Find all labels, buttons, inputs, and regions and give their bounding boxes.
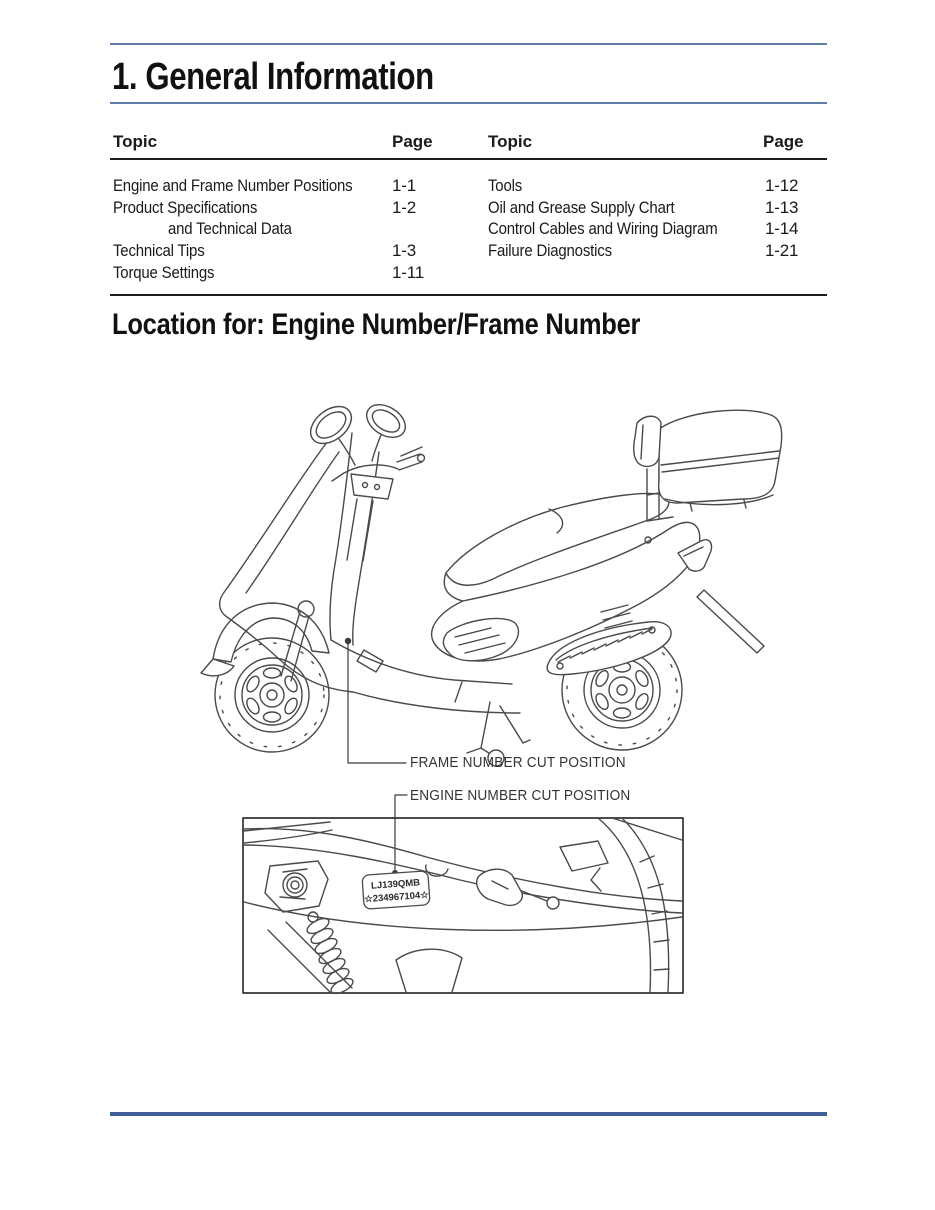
toc-topic: Torque Settings [113,262,215,282]
toc-page: 1-12 [765,176,799,195]
toc-topic: Oil and Grease Supply Chart [488,197,675,217]
toc-topic: Technical Tips [113,241,205,261]
toc-topic: Failure Diagnostics [488,241,612,261]
toc-page: 1-13 [765,197,799,217]
toc-topic: Product Specifications [113,197,258,217]
detail-rear-wheel [591,818,682,992]
scooter-illustration [201,398,782,766]
toc-topic: and Technical Data [168,219,292,239]
toc-topic: Tools [488,176,523,195]
toc-page: 1-14 [765,219,799,239]
engine-number-callout-label: ENGINE NUMBER CUT POSITION [410,788,631,804]
engine-number-plate [362,871,430,910]
handlebar-mirrors [304,398,425,561]
toc-page: 1-3 [392,241,416,261]
toc-header-topic-left: Topic [113,132,158,151]
toc-header-topic-right: Topic [488,132,533,151]
section-heading: Location for: Engine Number/Frame Number [112,308,641,341]
shock-spring [268,912,462,996]
toc-header-page-right: Page [763,132,804,151]
toc-topic: Engine and Frame Number Positions [113,176,353,195]
bottom-rule [110,1112,827,1116]
toc-page: 1-21 [765,241,799,261]
engine-brackets [426,841,608,909]
toc-page: 1-2 [392,197,416,217]
toc-page: 1-1 [392,176,416,195]
engine-detail-box [243,818,683,996]
engine-plate-line1: LJ139QMB [370,877,421,892]
frame-number-callout-label: FRAME NUMBER CUT POSITION [410,755,626,771]
page-title: 1. General Information [112,56,434,98]
engine-plate-line2: ☆234967104☆ [363,889,430,906]
toc-topic: Control Cables and Wiring Diagram [488,219,718,239]
toc-page: 1-11 [392,262,424,282]
engine-mount [265,861,328,912]
toc-header-page-left: Page [392,132,433,151]
